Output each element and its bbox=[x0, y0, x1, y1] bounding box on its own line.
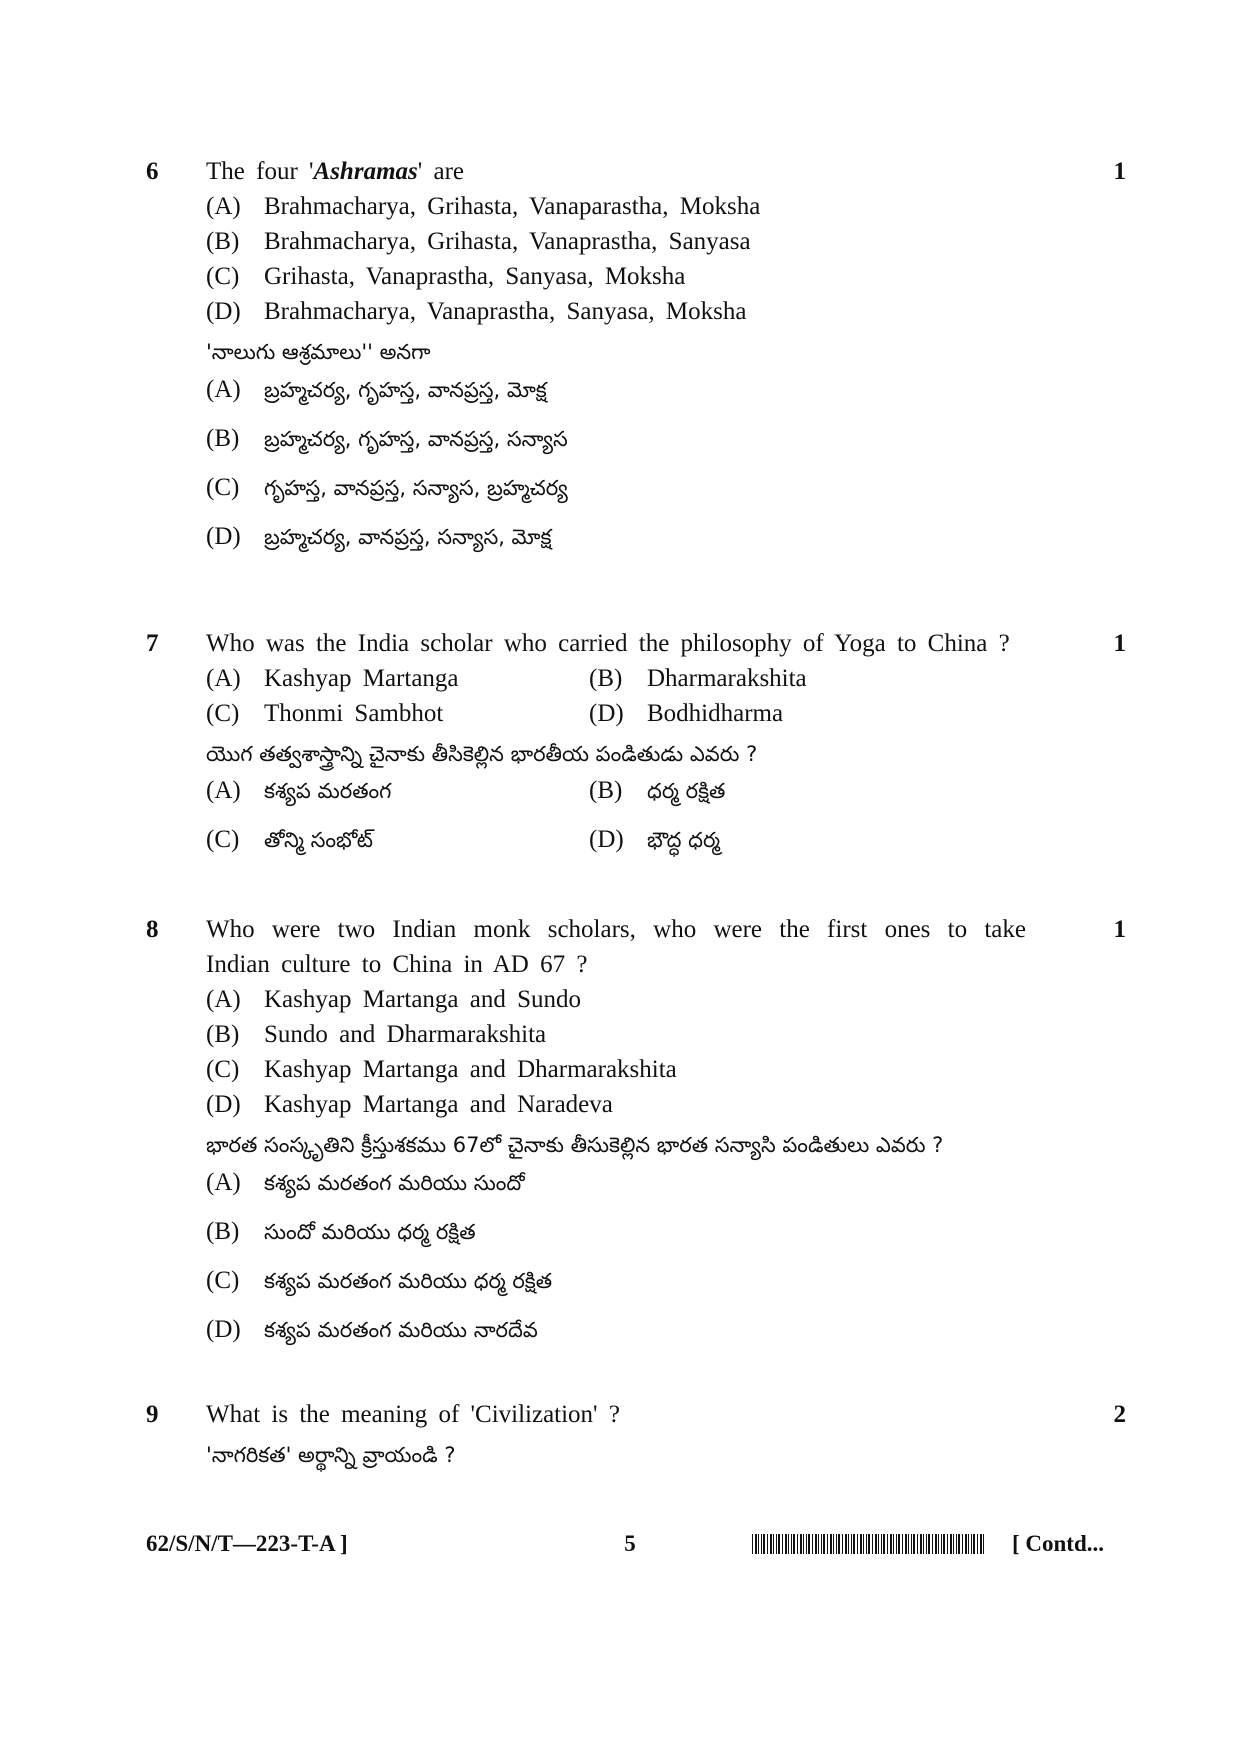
emphasized-term: Ashramas bbox=[313, 158, 418, 185]
question-marks: 1 bbox=[1113, 158, 1126, 185]
option-telugu: (B) బ్రహ్మచర్య, గృహస్త, వానప్రస్త, సన్యాస bbox=[206, 425, 568, 452]
page-footer bbox=[0, 1524, 1240, 1564]
option-english: (D) Kashyap Martanga and Naradeva bbox=[206, 1091, 613, 1118]
option-telugu: (D) బ్రహ్మచర్య, వానప్రస్త, సన్యాస, మోక్ష bbox=[206, 523, 552, 550]
options-telugu bbox=[206, 777, 1056, 875]
option-english: (C) Grihasta, Vanaprastha, Sanyasa, Moksha bbox=[206, 263, 686, 290]
options-english bbox=[206, 661, 1056, 731]
option-telugu: (C) కశ్యప మరతంగ మరియు ధర్మ రక్షిత bbox=[206, 1267, 553, 1294]
question-stem-telugu: 'నాలుగు ఆశ్రమాలు'' అనగా bbox=[206, 340, 431, 364]
question-stem-english: What is the meaning of 'Civilization' ? bbox=[206, 1401, 620, 1428]
option-telugu: (C) గృహస్త, వానప్రస్త, సన్యాస, బ్రహ్మచర్య bbox=[206, 474, 568, 501]
question-stem-telugu: యొగ తత్వశాస్త్రాన్ని చైనాకు తీసికెల్లిన భారతీయ పండితుడు ఎవరు ? bbox=[206, 742, 758, 766]
question-number: 6 bbox=[146, 158, 159, 185]
option-telugu: (A) బ్రహ్మచర్య, గృహస్త, వానప్రస్త, మోక్ష bbox=[206, 376, 547, 403]
option-telugu: (A) కశ్యప మరతంగ మరియు సుందో bbox=[206, 1169, 525, 1196]
option-english: (D) Brahmacharya, Vanaprastha, Sanyasa, Moksha bbox=[206, 298, 747, 325]
option-english: (C) Thonmi Sambhot bbox=[206, 700, 444, 727]
option-telugu: (D) కశ్యప మరతంగ మరియు నారదేవ bbox=[206, 1316, 538, 1343]
barcode-icon bbox=[752, 1534, 986, 1554]
question-stem-telugu: 'నాగరికత' అర్థాన్ని వ్రాయండి ? bbox=[206, 1443, 456, 1467]
page-number: 5 bbox=[624, 1531, 636, 1556]
option-english: (C) Kashyap Martanga and Dharmarakshita bbox=[206, 1056, 677, 1083]
option-english: (A) Kashyap Martanga bbox=[206, 665, 459, 692]
question-stem-english: Who was the India scholar who carried the philosophy of Yoga to China ? bbox=[206, 630, 1010, 657]
option-english: (B) Dharmarakshita bbox=[589, 665, 807, 692]
option-telugu: (D) భౌద్ధ ధర్మ bbox=[589, 826, 721, 853]
option-english: (A) Brahmacharya, Grihasta, Vanaparastha, Moksha bbox=[206, 193, 761, 220]
option-english: (B) Sundo and Dharmarakshita bbox=[206, 1021, 547, 1048]
question-stem-telugu: భారత సంస్కృతిని క్రీస్తుశకము 67లో చైనాకు తీసుకెల్లిన భారత సన్యాసి పండితులు ఎవరు ? bbox=[206, 1133, 944, 1157]
question-marks: 2 bbox=[1113, 1401, 1126, 1428]
question-stem-english: The four 'Ashramas' are bbox=[206, 158, 465, 185]
question-marks: 1 bbox=[1113, 916, 1126, 943]
option-english: (A) Kashyap Martanga and Sundo bbox=[206, 986, 582, 1013]
option-telugu: (B) సుందో మరియు ధర్మ రక్షిత bbox=[206, 1218, 476, 1245]
question-number: 8 bbox=[146, 916, 159, 943]
option-telugu: (B) ధర్మ రక్షిత bbox=[589, 777, 726, 804]
continued-label: [ Contd... bbox=[1012, 1531, 1105, 1556]
option-english: (D) Bodhidharma bbox=[589, 700, 784, 727]
option-telugu: (C) తోన్మి సంభోట్ bbox=[206, 826, 373, 853]
option-english: (B) Brahmacharya, Grihasta, Vanaprastha, Sanyasa bbox=[206, 228, 751, 255]
question-number: 7 bbox=[146, 630, 159, 657]
question-stem-english: Who were two Indian monk scholars, who were the first ones to take Indian culture to China in AD 67 ? bbox=[206, 916, 1026, 978]
paper-code: 62/S/N/T—223-T-A ] bbox=[146, 1531, 348, 1556]
question-number: 9 bbox=[146, 1401, 159, 1428]
option-telugu: (A) కశ్యప మరతంగ bbox=[206, 777, 392, 804]
question-marks: 1 bbox=[1113, 630, 1126, 657]
